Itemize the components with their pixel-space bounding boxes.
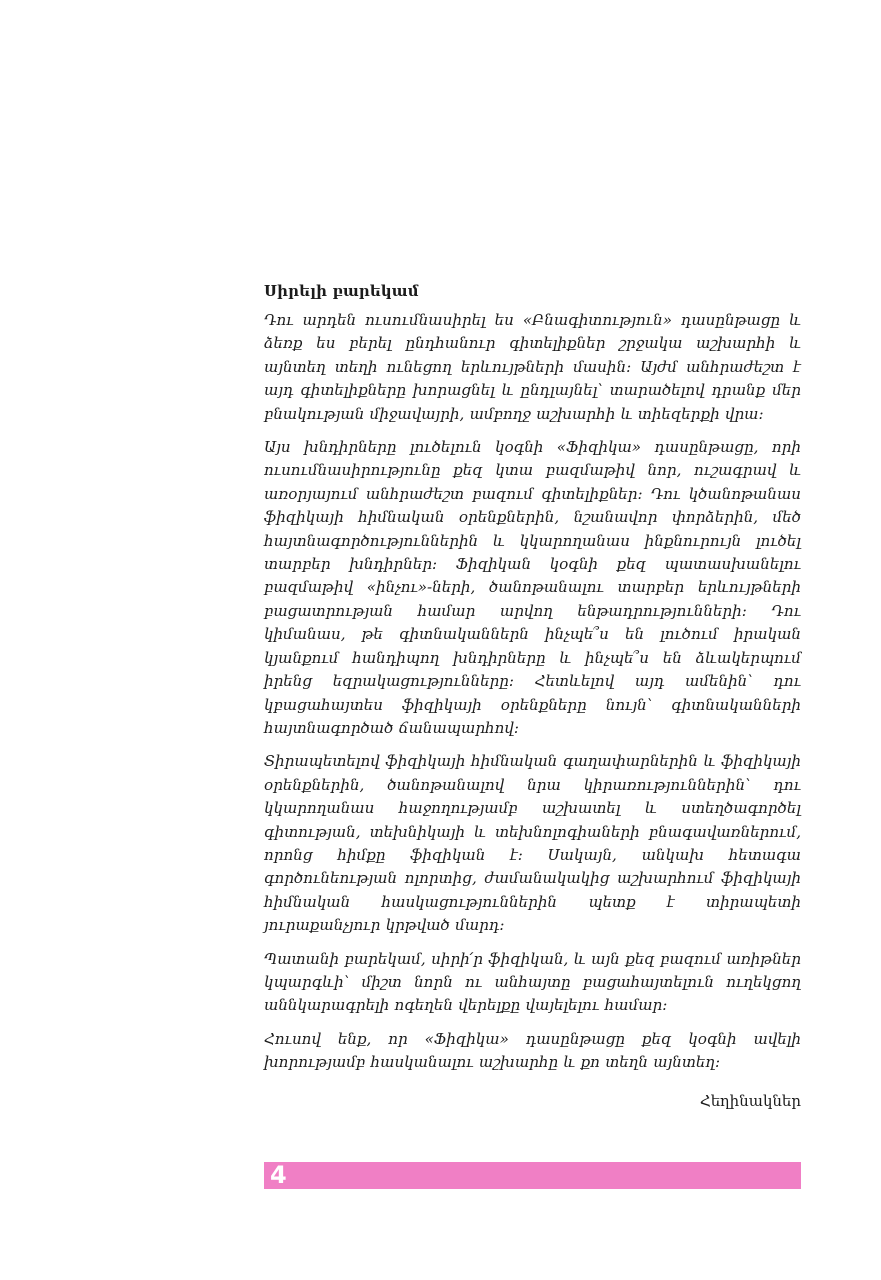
authors-signature: Հեղինակներ <box>699 1091 801 1110</box>
paragraph-4: Պատանի բարեկամ, սիրի՛ր ֆիզիկան, և այն քեզ բազում առիթներ կպարգևի՝ միշտ նորն ու անհայտը բացահայտելուն ուղեկցող աննկարագրելի ոգեղեն վերելքը վայելելու համար: <box>264 949 801 1015</box>
paragraph-3: Տիրապետելով ֆիզիկայի հիմնական գաղափարներին և ֆիզիկայի օրենքներին, ծանոթանալով նրա կիրառություններին՝ դու կկարողանաս հաջողությամբ աշխատել և ստեղծագործել գիտության, տեխնիկայի և տեխնոլոգիաների բնագավառներում, որոնց հիմքը ֆիզիկան է: Սակայն, անկախ հետագա գործունեության ոլորտից, ժամանակակից աշխարհում ֆիզիկայի հիմնական հասկացություններին պետք է տիրապետի յուրաքանչյուր կրթված մարդ: <box>264 752 801 935</box>
page-footer-bar <box>264 1162 801 1189</box>
preface-section <box>264 279 801 1113</box>
paragraph-2: Այս խնդիրները լուծելուն կօգնի «Ֆիզիկա» դասընթացը, որի ուսումնասիրությունը քեզ կտա բազմաթիվ նոր, ուշագրավ և առօրյայում անհրաժեշտ բազում գիտելիքներ: Դու կծանոթանաս ֆիզիկայի հիմնական օրենքներին, նշանավոր փորձերին, մեծ հայտնագործություններին և կկարողանաս ինքնուրույն լուծել տարբեր խնդիրներ: Ֆիզիկան կօգնի քեզ պատասխանելու բազմաթիվ «ինչու»-ների, ծանոթանալու տարբեր երևույթների բացատրության համար արվող ենթադրությունների: Դու կիմանաս, թե գիտնականներն ինչպե՞ս են լուծում իրական կյանքում հանդիպող խնդիրները և ինչպե՞ս են ձևակերպում իրենց եզրակացությունները: Հետևելով այդ ամենին՝ դու կբացահայտես ֆիզիկայի օրենքները նույն՝ գիտնականների հայտնագործած ճանապարհով: <box>264 438 801 737</box>
greeting-heading: Սիրելի բարեկամ <box>264 282 419 300</box>
page-number: 4 <box>270 1161 287 1189</box>
paragraph-1: Դու արդեն ուսումնասիրել ես «Բնագիտություն» դասընթացը և ձեռք ես բերել ընդհանուր գիտելիքներ շրջակա աշխարհի և այնտեղ տեղի ունեցող երևույթների մասին: Այժմ անհրաժեշտ է այդ գիտելիքները խորացնել և ընդլայնել՝ տարածելով դրանք մեր բնակության միջավայրի, ամբողջ աշխարհի և տիեզերքի վրա: <box>264 311 801 423</box>
paragraph-5: Հուսով ենք, որ «Ֆիզիկա» դասընթացը քեզ կօգնի ավելի խորությամբ հասկանալու աշխարհը և քո տեղն այնտեղ: <box>264 1029 801 1072</box>
